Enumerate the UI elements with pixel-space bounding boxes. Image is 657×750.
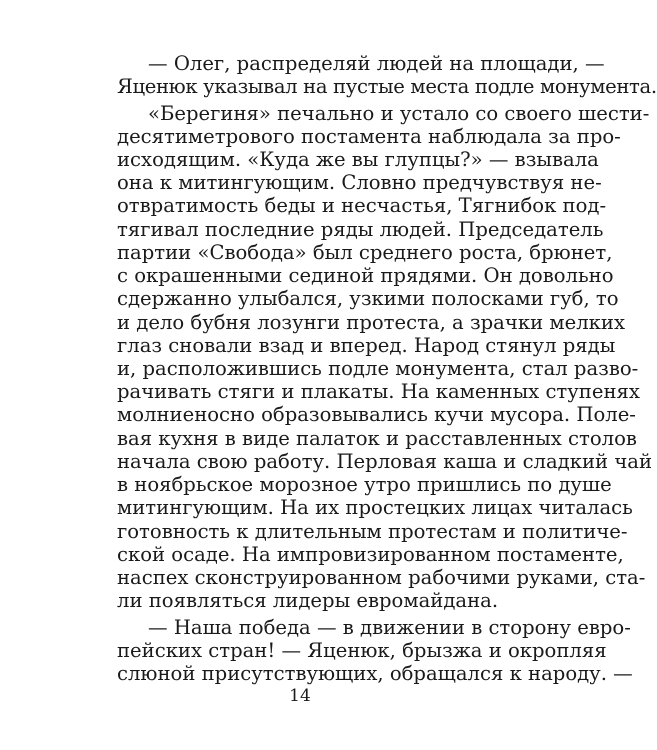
text-line: тягивал последние ряды людей. Председатель — [117, 218, 604, 241]
text-line: десятиметрового постамента наблюдала за про- — [117, 125, 621, 148]
text-line: начала свою работу. Перловая каша и сладкий чай — [117, 450, 653, 473]
text-line: ли появляться лидеры евромайдана. — [117, 589, 499, 612]
text-line: партии «Свобода» был среднего роста, брюнет, — [117, 241, 613, 264]
text-line: с окрашенными сединой прядями. Он довольно — [117, 264, 614, 287]
text-line: пейских стран! — Яценюк, брызжа и окропляя — [117, 639, 607, 662]
text-line: молниеносно образовывались кучи мусора. Поле- — [117, 403, 636, 426]
text-line: в ноябрьское морозное утро пришлись по душе — [117, 473, 612, 496]
page-number: 14 — [289, 686, 311, 706]
text-line: сдержанно улыбался, узкими полосками губ, то — [117, 287, 619, 310]
text-line: слюной присутствующих, обращался к народу. — — [117, 662, 633, 685]
text-line: наспех сконструированном рабочими руками, ста- — [117, 566, 646, 589]
text-line: она к митингующим. Словно предчувствуя не- — [117, 171, 602, 194]
text-line: ской осаде. На импровизированном постаменте, — [117, 543, 624, 566]
text-line: — Наша победа — в движении в сторону евро- — [148, 616, 631, 639]
text-line: исходящим. «Куда же вы глупцы?» — взывала — [117, 148, 599, 171]
text-line: — Олег, распределяй людей на площади, — — [148, 52, 605, 75]
text-line: готовность к длительным протестам и политиче- — [117, 520, 628, 543]
text-line: и, расположившись подле монумента, стал разво- — [117, 357, 639, 380]
text-line: вая кухня в виде палаток и расставленных столов — [117, 427, 637, 450]
text-line: «Берегиня» печально и устало со своего шести- — [148, 102, 650, 125]
text-line: глаз сновали взад и вперед. Народ стянул ряды — [117, 334, 616, 357]
text-line: митингующим. На их простецких лицах читалась — [117, 496, 633, 519]
text-line: рачивать стяги и плакаты. На каменных ступенях — [117, 380, 640, 403]
text-line: и дело бубня лозунги протеста, а зрачки мелких — [117, 311, 625, 334]
text-line: отвратимость беды и несчастья, Тягнибок под- — [117, 194, 607, 217]
text-line: Яценюк указывал на пустые места подле монумента. — [117, 75, 657, 98]
